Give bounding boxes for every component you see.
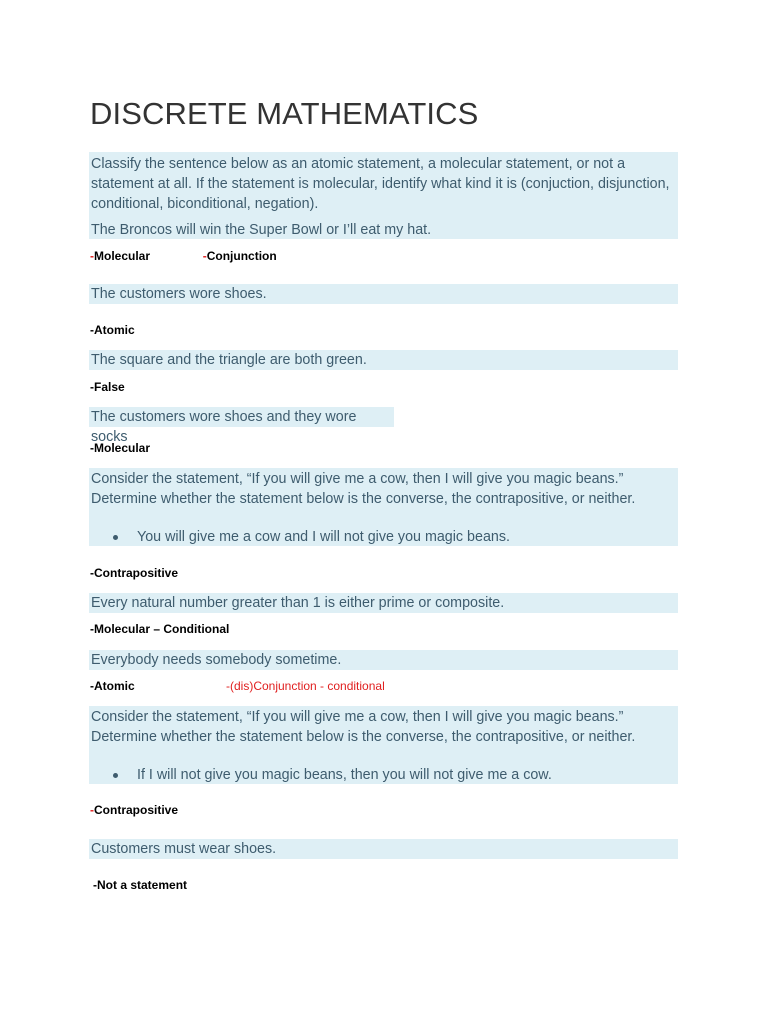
answer-6: -Molecular – Conditional (90, 622, 230, 636)
question-4-block (89, 407, 394, 445)
answer-1-type: Molecular (94, 249, 151, 263)
question-3-block (89, 350, 678, 370)
question-5-bullet-text: You will give me a cow and I will not give you magic beans. (137, 529, 510, 545)
question-1-instructions: Classify the sentence below as an atomic statement, a molecular statement, or not a statement at all. If the statement is molecular, identify what kind it is (conjuction, disjunction, conditional, biconditional, negation). (91, 156, 670, 212)
answer-9: -Not a statement (93, 878, 188, 892)
question-6-block (89, 593, 678, 613)
answer-1-dash: - (90, 249, 94, 263)
answer-8-dash: - (90, 803, 94, 817)
question-7-sentence: Everybody needs somebody sometime. (91, 652, 342, 668)
answer-2: -Atomic (90, 323, 135, 337)
question-9-block (89, 839, 678, 859)
answer-4: -Molecular (90, 441, 151, 455)
bullet-icon (113, 535, 118, 540)
question-5-prompt: Consider the statement, “If you will give me a cow, then I will give you magic beans.” Determine whether the statement below is the converse, the contrapositive, or neither. (91, 471, 636, 507)
question-3-sentence: The square and the triangle are both green. (91, 352, 367, 368)
question-6-sentence: Every natural number greater than 1 is either prime or composite. (91, 595, 505, 611)
answer-8-type: Contrapositive (94, 803, 179, 817)
question-8-bullet-text: If I will not give you magic beans, then you will not give me a cow. (137, 767, 552, 783)
question-1-block (89, 152, 678, 239)
answer-5: -Contrapositive (90, 566, 179, 580)
answer-3: -False (90, 380, 125, 394)
answer-7-type: -Atomic (90, 679, 135, 693)
question-2-block (89, 284, 678, 304)
question-5-bullet-row (91, 527, 676, 547)
answer-1-kind: Conjunction (206, 249, 277, 263)
question-9-sentence: Customers must wear shoes. (91, 841, 277, 857)
question-7-block (89, 650, 678, 670)
answer-1 (90, 249, 277, 263)
question-8-bullet-row (91, 765, 676, 785)
question-4-sentence: The customers wore shoes and they wore socks (91, 409, 357, 445)
question-1-sentence: The Broncos will win the Super Bowl or I’ll eat my hat. (91, 222, 432, 238)
bullet-icon (113, 773, 118, 778)
page-title: DISCRETE MATHEMATICS (90, 96, 479, 131)
question-8-prompt: Consider the statement, “If you will give me a cow, then I will give you magic beans.” Determine whether the statement below is the converse, the contrapositive, or neither. (91, 709, 636, 745)
question-2-sentence: The customers wore shoes. (91, 286, 267, 302)
question-5-block (89, 468, 678, 546)
answer-7-kind: -(dis)Conjunction - conditional (226, 679, 385, 693)
question-8-block (89, 706, 678, 784)
answer-1-dash-2: - (202, 249, 207, 263)
answer-8 (90, 803, 178, 817)
